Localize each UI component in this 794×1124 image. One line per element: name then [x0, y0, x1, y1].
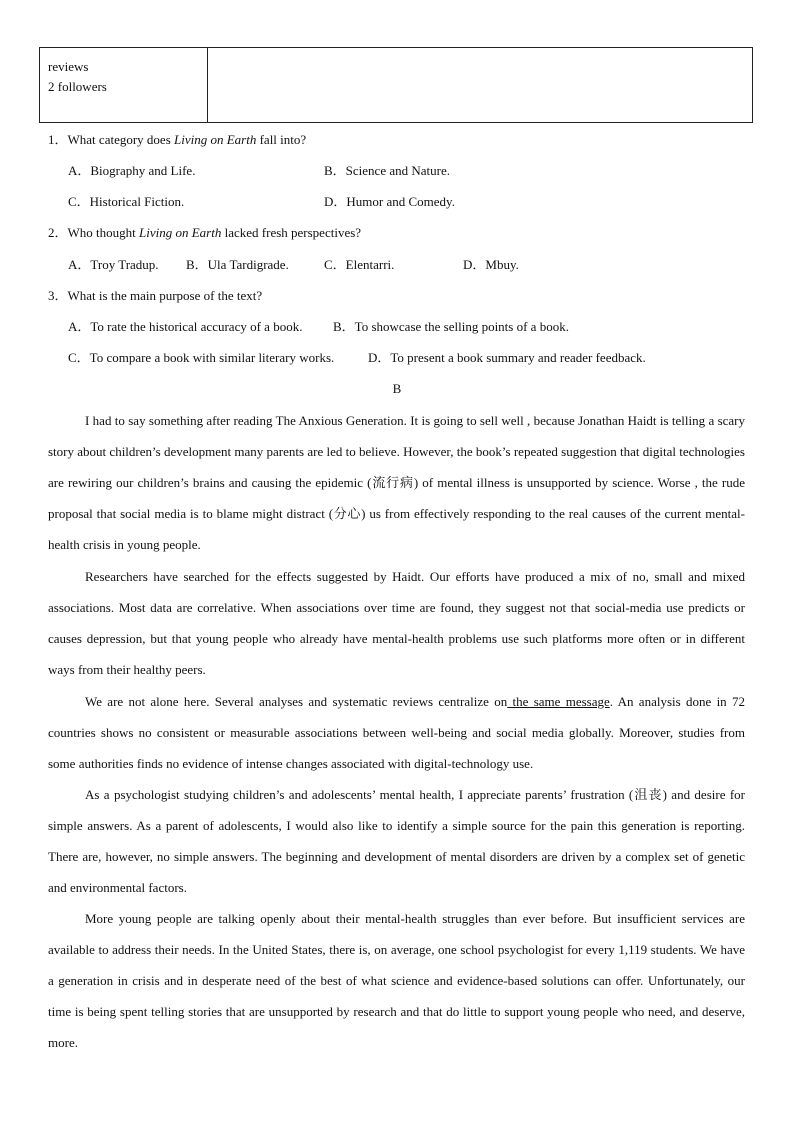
paragraph-3-before: We are not alone here. Several analyses and systematic reviews centralize on — [85, 694, 508, 709]
question-2-book-title: Living on Earth — [139, 225, 222, 240]
passage-paragraph-4: As a psychologist studying children’s and adolescents’ mental health, I appreciate parents’ frustration (沮丧) and desire for simple answers. As a parent of adolescents, I would also like to identify a simple source for the pain this generation is reporting. There are, however, no simple answers. The beginning and development of mental disorders are driven by a complex set of genetic and environmental factors. — [48, 787, 745, 895]
question-1-stem-after: fall into? — [256, 132, 307, 147]
question-2 — [48, 225, 361, 241]
question-1-option-a[interactable]: A．Biography and Life. — [68, 163, 196, 178]
question-3-stem: What is the main purpose of the text? — [67, 288, 263, 303]
question-1-number: 1． — [48, 132, 68, 147]
question-2-option-d[interactable]: D．Mbuy. — [463, 257, 519, 272]
paragraph-3-after: . An analysis done in 72 countries shows no consistent or measurable associations between well-being and social media globally. Moreover, studies from some authorities finds no evidence of intense changes associated with digital-technology use. — [48, 694, 745, 771]
question-2-option-c[interactable]: C．Elentarri. — [324, 257, 395, 272]
question-2-option-b[interactable]: B．Ula Tardigrade. — [186, 257, 289, 272]
section-label: B — [392, 381, 402, 396]
question-1 — [48, 132, 306, 148]
question-3-option-d[interactable]: D．To present a book summary and reader feedback. — [368, 350, 646, 365]
underlined-phrase: the same message — [507, 694, 610, 709]
question-3 — [48, 288, 262, 304]
question-1-option-d[interactable]: D．Humor and Comedy. — [324, 194, 455, 209]
table-divider — [207, 48, 208, 122]
passage-paragraph-1: I had to say something after reading The Anxious Generation. It is going to sell well , because Jonathan Haidt is telling a scary story about children’s development many parents are led to believe. However, the book’s repeated suggestion that digital technologies are rewiring our children’s brains and causing the epidemic (流行病) of mental illness is unsupported by science. Worse , the rude proposal that social media is to blame might distract (分心) us from effectively responding to the real causes of the current mental-health crisis in young people. — [48, 413, 745, 552]
question-2-option-a[interactable]: A．Troy Tradup. — [68, 257, 159, 272]
question-3-option-c[interactable]: C．To compare a book with similar literary works. — [68, 350, 335, 365]
question-2-stem-before: Who thought — [67, 225, 140, 240]
table-left-cell — [48, 57, 107, 97]
review-table — [39, 47, 753, 123]
question-1-stem-before: What category does — [67, 132, 174, 147]
followers-label: 2 followers — [48, 79, 107, 94]
passage-paragraph-5: More young people are talking openly about their mental-health struggles than ever before. But insufficient services are available to address their needs. In the United States, there is, on average, one school psychologist for every 1,119 students. We have a generation in crisis and in desperate need of the best of what science and evidence-based solutions can offer. Unfortunately, our time is being spent telling stories that are unsupported by research and that do little to support young people who need, and deserve, more. — [48, 911, 745, 1050]
question-3-option-a[interactable]: A．To rate the historical accuracy of a book. — [68, 319, 303, 334]
question-1-option-c[interactable]: C．Historical Fiction. — [68, 194, 185, 209]
passage-paragraph-3 — [48, 686, 745, 779]
question-2-number: 2． — [48, 225, 68, 240]
question-3-number: 3． — [48, 288, 68, 303]
question-2-stem-after: lacked fresh perspectives? — [221, 225, 362, 240]
question-1-option-b[interactable]: B．Science and Nature. — [324, 163, 450, 178]
passage-paragraph-2: Researchers have searched for the effects suggested by Haidt. Our efforts have produced a mix of no, small and mixed associations. Most data are correlative. When associations over time are found, they suggest not that social-media use predicts or causes depression, but that young people who already have mental-health problems use such platforms more often or in different ways from their healthy peers. — [48, 569, 745, 677]
question-3-option-b[interactable]: B．To showcase the selling points of a book. — [333, 319, 569, 334]
reviews-label: reviews — [48, 59, 89, 74]
question-1-book-title: Living on Earth — [174, 132, 257, 147]
